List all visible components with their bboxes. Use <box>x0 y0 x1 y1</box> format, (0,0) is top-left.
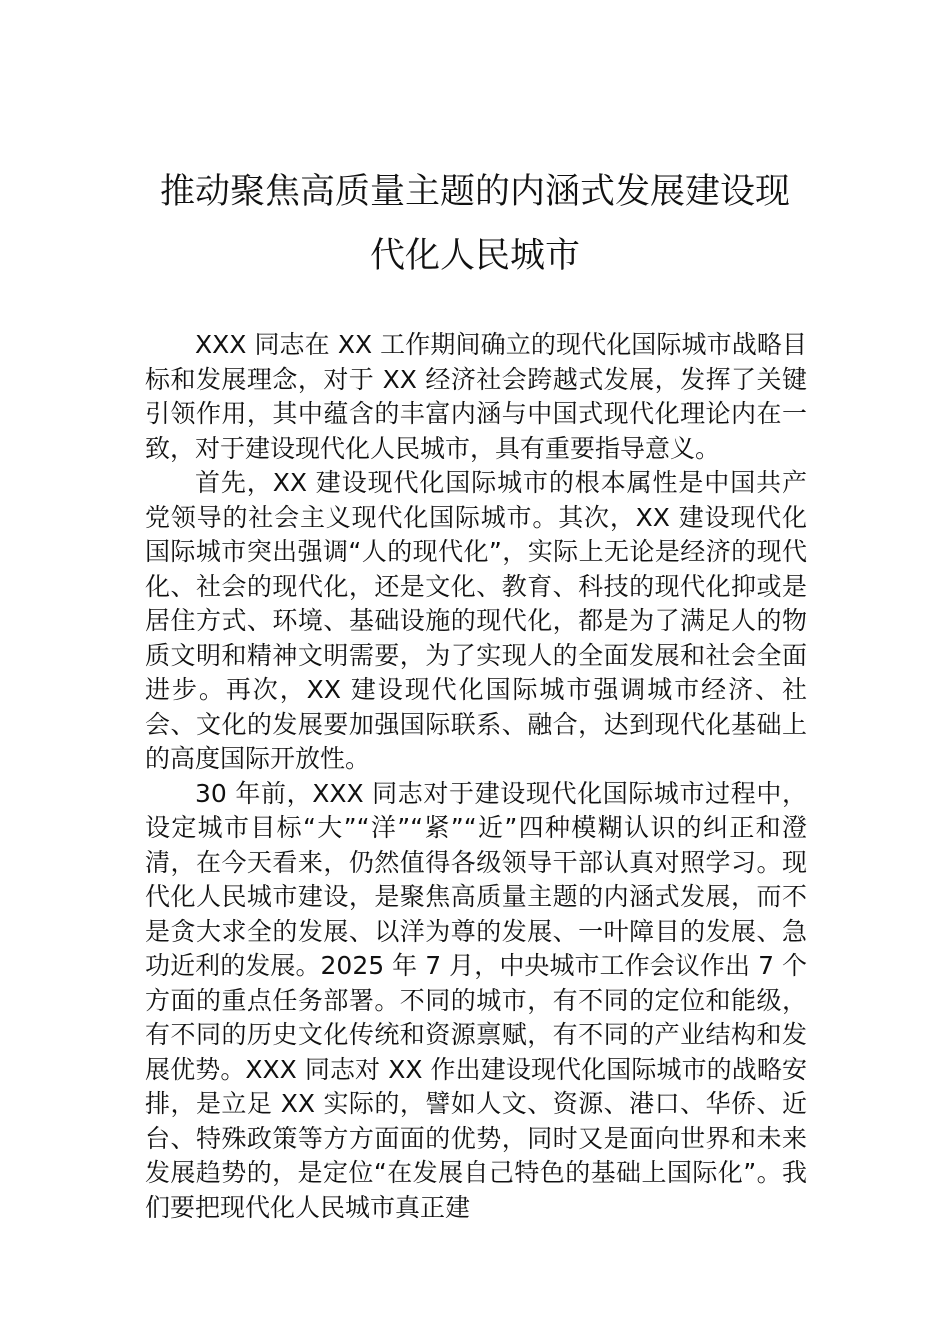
paragraph-1: XXX 同志在 XX 工作期间确立的现代化国际城市战略目标和发展理念，对于 XX 经济社会跨越式发展，发挥了关键引领作用，其中蕴含的丰富内涵与中国式现代化理论内在一致，对于建设现代化人民城市，具有重要指导意义。 <box>145 330 807 463</box>
title-line-1: 推动聚焦高质量主题的内涵式发展建设现 <box>159 172 790 212</box>
title-line-2: 代化人民城市 <box>369 236 580 276</box>
document-body <box>145 328 807 1225</box>
paragraph-3: 30 年前，XXX 同志对于建设现代化国际城市过程中，设定城市目标“大”“洋”“紧”“近”四种模糊认识的纠正和澄清，在今天看来，仍然值得各级领导干部认真对照学习。现代化人民城市建设，是聚焦高质量主题的内涵式发展，而不是贪大求全的发展、以洋为尊的发展、一叶障目的发展、急功近利的发展。2025 年 7 月，中央城市工作会议作出 7 个方面的重点任务部署。不同的城市，有不同的定位和能级，有不同的历史文化传统和资源禀赋，有不同的产业结构和发展优势。XXX 同志对 XX 作出建设现代化国际城市的战略安排，是立足 XX 实际的，譬如人文、资源、港口、华侨、近台、特殊政策等方方面面的优势，同时又是面向世界和未来发展趋势的，是定位“在发展自己特色的基础上国际化”。我们要把现代化人民城市真正建 <box>145 778 807 1222</box>
paragraph-2: 首先，XX 建设现代化国际城市的根本属性是中国共产党领导的社会主义现代化国际城市。其次，XX 建设现代化国际城市突出强调“人的现代化”，实际上无论是经济的现代化、社会的现代化，还是文化、教育、科技的现代化抑或是居住方式、环境、基础设施的现代化，都是为了满足人的物质文明和精神文明需要，为了实现人的全面发展和社会全面进步。再次，XX 建设现代化国际城市强调城市经济、社会、文化的发展要加强国际联系、融合，达到现代化基础上的高度国际开放性。 <box>145 468 807 773</box>
document-title <box>140 160 810 288</box>
